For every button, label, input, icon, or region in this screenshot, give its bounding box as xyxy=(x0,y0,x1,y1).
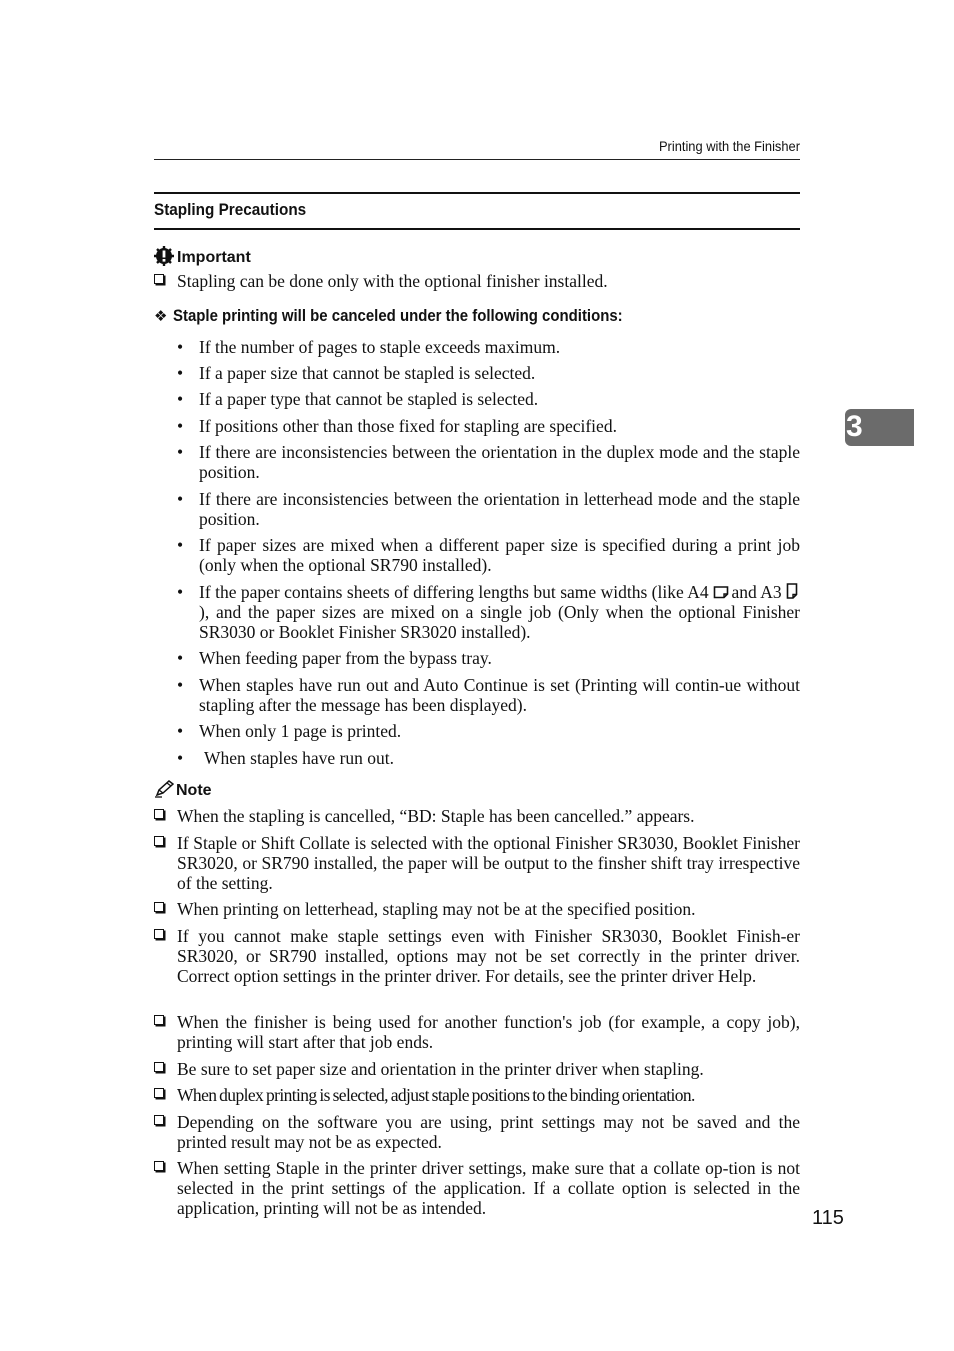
section-bottom-rule xyxy=(154,228,800,230)
pencil-icon xyxy=(154,780,174,798)
paper-landscape-icon xyxy=(713,583,727,597)
page-number: 115 xyxy=(812,1207,844,1229)
condition-item: • If paper sizes are mixed when a different paper size is specified during a print job (only when the optional SR790 installed). xyxy=(177,535,800,575)
note-item: When the stapling is cancelled, “BD: Staple has been cancelled.” appears. xyxy=(154,806,800,826)
condition-item: • If a paper type that cannot be stapled is selected. xyxy=(177,389,539,409)
checkbox-square-icon xyxy=(154,1088,164,1098)
checkbox-square-icon xyxy=(154,836,164,846)
note-item: When duplex printing is selected, adjust staple positions to the binding orientation. xyxy=(154,1085,800,1105)
header-rule xyxy=(154,159,800,160)
note-item: Depending on the software you are using, print settings may not be saved and the printed result may not be as expected. xyxy=(154,1112,800,1152)
checkbox-square-icon xyxy=(154,929,164,939)
important-heading xyxy=(154,246,251,267)
condition-item: • If there are inconsistencies between the orientation in letterhead mode and the staple position. xyxy=(177,489,800,529)
checkbox-square-icon xyxy=(154,809,164,819)
note-item: If Staple or Shift Collate is selected with the optional Finisher SR3030, Booklet Finisher SR3020, or SR790 installed, the paper will be output to the finsher shift tray irrespective of the setting. xyxy=(154,833,800,893)
note-item: When printing on letterhead, stapling may not be at the specified position. xyxy=(154,899,800,919)
condition-item: • When feeding paper from the bypass tray. xyxy=(177,648,492,668)
section-top-rule xyxy=(154,192,800,194)
note-heading xyxy=(154,780,212,800)
condition-item: • When only 1 page is printed. xyxy=(177,721,402,741)
condition-item: • If there are inconsistencies between the orientation in the duplex mode and the staple position. xyxy=(177,442,800,482)
chapter-number: 3 xyxy=(846,410,863,443)
note-item: When setting Staple in the printer driver settings, make sure that a collate op-tion is not selected in the print settings of the application. If a collate option is selected in the application, printing will not be as intended. xyxy=(154,1158,800,1218)
note-label: Note xyxy=(176,782,212,799)
checkbox-square-icon xyxy=(154,1161,164,1171)
diamond-bullet-icon: ❖ xyxy=(154,308,168,325)
condition-item: • When staples have run out. xyxy=(177,748,395,768)
note-item: When the finisher is being used for another function's job (for example, a copy job), printing will start after that job ends. xyxy=(154,1012,800,1052)
section-title: Stapling Precautions xyxy=(154,200,307,219)
checkbox-square-icon xyxy=(154,902,164,912)
important-item: Stapling can be done only with the optional finisher installed. xyxy=(154,271,800,291)
condition-item-mixed-sizes: • If the paper contains sheets of differing lengths but same widths (like A4 and A3 ), and the paper sizes are mixed on a single job (Only when the optional Finisher SR3030 or Booklet Finisher SR3020 installed). xyxy=(177,582,800,642)
important-label: Important xyxy=(177,249,251,266)
condition-item: • When staples have run out and Auto Continue is set (Printing will contin-ue without stapling after the message has been displayed). xyxy=(177,675,800,715)
checkbox-square-icon xyxy=(154,274,164,284)
condition-item: • If the number of pages to staple exceeds maximum. xyxy=(177,337,561,357)
paper-portrait-icon xyxy=(786,583,800,597)
running-header: Printing with the Finisher xyxy=(658,138,800,154)
checkbox-square-icon xyxy=(154,1115,164,1125)
conditions-heading: ❖ Staple printing will be canceled under the following conditions: xyxy=(154,306,624,325)
condition-item: • If positions other than those fixed for stapling are specified. xyxy=(177,416,617,436)
checkbox-square-icon xyxy=(154,1015,164,1025)
checkbox-square-icon xyxy=(154,1062,164,1072)
note-item: If you cannot make staple settings even with Finisher SR3030, Booklet Finish-er SR3020, or SR790 installed, options may not be set correctly in the printer driver. Correct option settings in the printer driver. For details, see the printer driver Help. xyxy=(154,926,800,986)
condition-item: • If a paper size that cannot be stapled is selected. xyxy=(177,363,536,383)
important-gear-icon xyxy=(154,246,176,266)
chapter-tab xyxy=(845,409,914,446)
note-item: Be sure to set paper size and orientation in the printer driver when stapling. xyxy=(154,1059,800,1079)
